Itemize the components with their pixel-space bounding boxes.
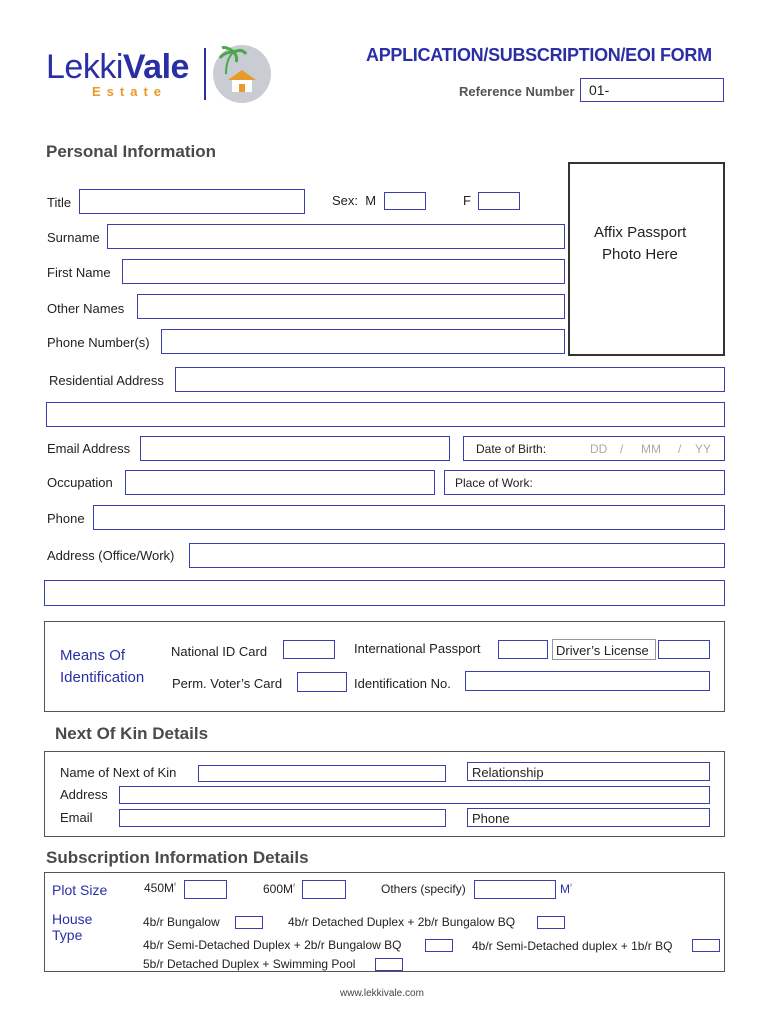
nok-email-label: Email <box>60 810 93 825</box>
plot-600-checkbox[interactable] <box>302 880 346 899</box>
reference-number-field[interactable] <box>580 78 724 102</box>
first-name-field[interactable] <box>122 259 565 284</box>
nok-relationship-label: Relationship <box>472 765 544 780</box>
photo-line-2: Photo Here <box>602 246 678 263</box>
sex-f-label: F <box>463 193 471 208</box>
intl-passport-checkbox[interactable] <box>498 640 548 659</box>
plot-450-sup: ² <box>174 883 177 889</box>
sex-label <box>332 193 376 208</box>
place-of-work-label: Place of Work: <box>455 476 533 490</box>
identification-panel <box>44 621 725 712</box>
house-type-label-2: Type <box>52 927 83 943</box>
subscription-heading: Subscription Information Details <box>46 848 309 867</box>
reference-number-value: 01- <box>589 82 610 98</box>
logo-word-vale: Vale <box>122 48 189 86</box>
house-opt-2-label: 4b/r Detached Duplex + 2b/r Bungalow BQ <box>288 915 516 929</box>
form-title: APPLICATION/SUBSCRIPTION/EOI FORM <box>366 45 712 65</box>
dob-sep-1: / <box>620 442 624 456</box>
phone-numbers-label: Phone Number(s) <box>47 335 150 350</box>
sex-m-checkbox[interactable] <box>384 192 426 210</box>
dob-sep-2: / <box>678 442 682 456</box>
nok-phone-label: Phone <box>472 811 510 826</box>
others-label: Others (specify) <box>381 882 466 896</box>
office-address-field-2[interactable] <box>44 580 725 606</box>
email-address-label: Email Address <box>47 441 131 456</box>
nok-address-label: Address <box>60 787 108 802</box>
logo-word-lekki: Lekki <box>46 48 123 86</box>
house-opt-5-label: 5b/r Detached Duplex + Swimming Pool <box>143 957 356 971</box>
occupation-label: Occupation <box>47 475 113 490</box>
sex-label-text: Sex: <box>332 193 359 208</box>
house-opt-2-checkbox[interactable] <box>537 916 565 929</box>
plot-size-label: Plot Size <box>52 882 108 898</box>
sex-f-checkbox[interactable] <box>478 192 520 210</box>
phone-label: Phone <box>47 511 85 526</box>
dob-yy: YY <box>695 442 712 456</box>
plot-450-text: 450M <box>144 881 175 895</box>
personal-info-heading: Personal Information <box>46 142 217 161</box>
intl-passport-label: International Passport <box>354 641 481 656</box>
reference-number-label: Reference Number <box>459 84 575 99</box>
dob-dd: DD <box>590 442 608 456</box>
id-number-field[interactable] <box>465 671 710 691</box>
house-opt-3-checkbox[interactable] <box>425 939 453 952</box>
logo-divider <box>204 48 206 100</box>
logo <box>46 44 276 104</box>
voters-card-checkbox[interactable] <box>297 672 347 692</box>
nok-phone-field[interactable] <box>467 808 710 827</box>
residential-address-field-1[interactable] <box>175 367 725 392</box>
others-unit-sup: ² <box>570 884 572 890</box>
plot-600-label <box>263 882 295 896</box>
house-opt-4-label: 4b/r Semi-Detached duplex + 1b/r BQ <box>472 939 673 953</box>
occupation-field[interactable] <box>125 470 435 495</box>
voters-card-label: Perm. Voter’s Card <box>172 676 283 691</box>
national-id-checkbox[interactable] <box>283 640 335 659</box>
nok-address-field[interactable] <box>119 786 710 804</box>
national-id-label: National ID Card <box>171 644 268 659</box>
others-field[interactable] <box>474 880 556 899</box>
house-opt-1-checkbox[interactable] <box>235 916 263 929</box>
logo-subtitle: Estate <box>92 84 168 99</box>
others-unit-text: M <box>560 882 570 896</box>
dob-label: Date of Birth: <box>476 442 547 456</box>
dob-mm: MM <box>641 442 661 456</box>
other-names-label: Other Names <box>47 301 125 316</box>
drivers-license-checkbox[interactable] <box>658 640 710 659</box>
residential-address-label: Residential Address <box>49 373 164 388</box>
first-name-label: First Name <box>47 265 111 280</box>
plot-600-sup: ² <box>293 884 296 890</box>
title-label: Title <box>47 195 72 210</box>
footer-website: www.lekkivale.com <box>340 988 424 999</box>
passport-photo-box <box>568 162 725 356</box>
next-of-kin-heading: Next Of Kin Details <box>55 724 209 743</box>
plot-600-text: 600M <box>263 882 294 896</box>
plot-450-label <box>144 881 176 895</box>
office-address-label: Address (Office/Work) <box>47 548 175 563</box>
date-of-birth-field[interactable] <box>463 436 725 461</box>
house-opt-3-label: 4b/r Semi-Detached Duplex + 2b/r Bungalow BQ <box>143 938 402 952</box>
house-type-label-1: House <box>52 911 93 927</box>
phone-field[interactable] <box>93 505 725 530</box>
nok-name-label: Name of Next of Kin <box>60 765 177 780</box>
other-names-field[interactable] <box>137 294 565 319</box>
house-opt-4-checkbox[interactable] <box>692 939 720 952</box>
surname-label: Surname <box>47 230 100 245</box>
house-palm-icon <box>212 44 272 104</box>
means-of-id-heading-2: Identification <box>60 669 145 686</box>
nok-email-field[interactable] <box>119 809 446 827</box>
id-number-label: Identification No. <box>354 676 451 691</box>
residential-address-field-2[interactable] <box>46 402 725 427</box>
house-opt-5-checkbox[interactable] <box>375 958 403 971</box>
sex-m-label: M <box>365 193 377 208</box>
phone-numbers-field[interactable] <box>161 329 565 354</box>
email-address-field[interactable] <box>140 436 450 461</box>
means-of-id-heading-1: Means Of <box>60 647 126 664</box>
drivers-license-label: Driver’s License <box>556 643 649 658</box>
drivers-license-field[interactable] <box>552 639 656 660</box>
title-field[interactable] <box>79 189 305 214</box>
house-opt-1-label: 4b/r Bungalow <box>143 915 220 929</box>
photo-line-1: Affix Passport <box>594 224 687 241</box>
plot-450-checkbox[interactable] <box>184 880 227 899</box>
nok-relationship-field[interactable] <box>467 762 710 781</box>
nok-name-field[interactable] <box>198 765 446 782</box>
others-unit <box>560 882 572 896</box>
surname-field[interactable] <box>107 224 565 249</box>
place-of-work-field[interactable] <box>444 470 725 495</box>
office-address-field-1[interactable] <box>189 543 725 568</box>
